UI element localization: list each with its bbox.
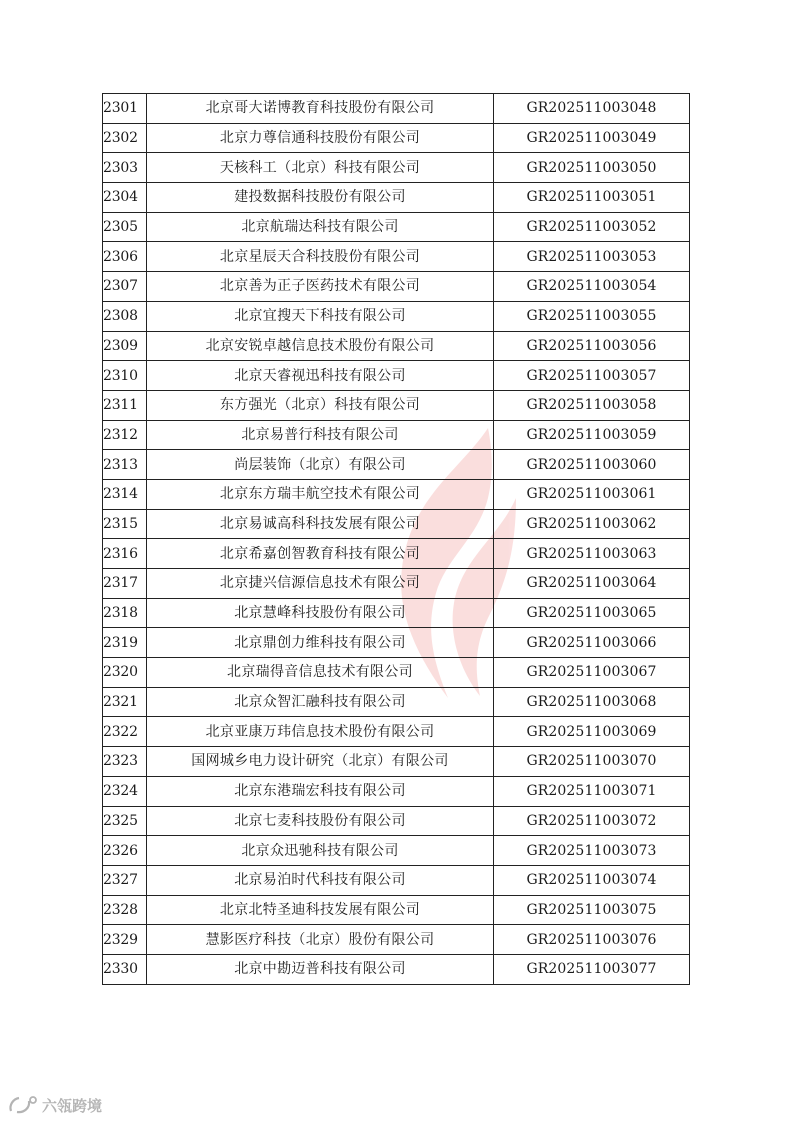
table-row: [103, 747, 690, 777]
row-number: 2302: [103, 123, 147, 153]
row-number: 2325: [103, 806, 147, 836]
row-number: 2310: [103, 361, 147, 391]
row-number: 2319: [103, 628, 147, 658]
company-name: 北京鼎创力维科技有限公司: [147, 628, 494, 658]
company-name: 尚层装饰（北京）有限公司: [147, 450, 494, 480]
table-row: [103, 94, 690, 124]
company-name: 北京安锐卓越信息技术股份有限公司: [147, 331, 494, 361]
table-row: [103, 895, 690, 925]
row-number: 2303: [103, 153, 147, 183]
row-number: 2301: [103, 94, 147, 124]
company-name: 北京捷兴信源信息技术有限公司: [147, 569, 494, 599]
table-row: [103, 539, 690, 569]
row-number: 2330: [103, 954, 147, 984]
company-name: 北京希嘉创智教育科技有限公司: [147, 539, 494, 569]
row-number: 2309: [103, 331, 147, 361]
table-body: [103, 94, 690, 985]
certificate-number: GR202511003063: [494, 539, 690, 569]
table-row: [103, 509, 690, 539]
certificate-number: GR202511003060: [494, 450, 690, 480]
table-row: [103, 836, 690, 866]
certificate-number: GR202511003073: [494, 836, 690, 866]
row-number: 2316: [103, 539, 147, 569]
row-number: 2326: [103, 836, 147, 866]
table-row: [103, 776, 690, 806]
row-number: 2314: [103, 479, 147, 509]
certificate-number: GR202511003074: [494, 865, 690, 895]
company-name: 北京亚康万玮信息技术股份有限公司: [147, 717, 494, 747]
company-name: 北京中勘迈普科技有限公司: [147, 954, 494, 984]
row-number: 2307: [103, 272, 147, 302]
table-row: [103, 658, 690, 688]
company-registry-table: [102, 93, 690, 985]
company-name: 北京善为正子医药技术有限公司: [147, 272, 494, 302]
table-row: [103, 123, 690, 153]
certificate-number: GR202511003066: [494, 628, 690, 658]
table-row: [103, 628, 690, 658]
certificate-number: GR202511003055: [494, 301, 690, 331]
table-row: [103, 479, 690, 509]
company-name: 慧影医疗科技（北京）股份有限公司: [147, 925, 494, 955]
row-number: 2324: [103, 776, 147, 806]
table-row: [103, 865, 690, 895]
table-row: [103, 569, 690, 599]
company-name: 北京哥大诺博教育科技股份有限公司: [147, 94, 494, 124]
company-name: 北京易泊时代科技有限公司: [147, 865, 494, 895]
row-number: 2323: [103, 747, 147, 777]
company-name: 天核科工（北京）科技有限公司: [147, 153, 494, 183]
company-name: 北京易普行科技有限公司: [147, 420, 494, 450]
row-number: 2320: [103, 658, 147, 688]
certificate-number: GR202511003068: [494, 687, 690, 717]
certificate-number: GR202511003048: [494, 94, 690, 124]
table-row: [103, 361, 690, 391]
company-name: 东方强光（北京）科技有限公司: [147, 390, 494, 420]
row-number: 2308: [103, 301, 147, 331]
row-number: 2312: [103, 420, 147, 450]
table-row: [103, 925, 690, 955]
row-number: 2328: [103, 895, 147, 925]
brand-logo-icon: [8, 1095, 38, 1115]
table-row: [103, 954, 690, 984]
row-number: 2306: [103, 242, 147, 272]
certificate-number: GR202511003049: [494, 123, 690, 153]
table-row: [103, 331, 690, 361]
certificate-number: GR202511003062: [494, 509, 690, 539]
certificate-number: GR202511003071: [494, 776, 690, 806]
certificate-number: GR202511003056: [494, 331, 690, 361]
row-number: 2321: [103, 687, 147, 717]
certificate-number: GR202511003057: [494, 361, 690, 391]
table-row: [103, 301, 690, 331]
company-name: 北京易诚高科科技发展有限公司: [147, 509, 494, 539]
certificate-number: GR202511003067: [494, 658, 690, 688]
certificate-number: GR202511003075: [494, 895, 690, 925]
certificate-number: GR202511003051: [494, 183, 690, 213]
company-name: 北京众智汇融科技有限公司: [147, 687, 494, 717]
table-row: [103, 806, 690, 836]
certificate-number: GR202511003076: [494, 925, 690, 955]
certificate-number: GR202511003061: [494, 479, 690, 509]
table-row: [103, 450, 690, 480]
row-number: 2327: [103, 865, 147, 895]
company-name: 建投数据科技股份有限公司: [147, 183, 494, 213]
table-row: [103, 598, 690, 628]
company-name: 北京慧峰科技股份有限公司: [147, 598, 494, 628]
certificate-number: GR202511003072: [494, 806, 690, 836]
footer-watermark: [8, 1094, 102, 1116]
row-number: 2305: [103, 212, 147, 242]
certificate-number: GR202511003065: [494, 598, 690, 628]
table-row: [103, 183, 690, 213]
certificate-number: GR202511003054: [494, 272, 690, 302]
certificate-number: GR202511003059: [494, 420, 690, 450]
certificate-number: GR202511003052: [494, 212, 690, 242]
row-number: 2318: [103, 598, 147, 628]
row-number: 2311: [103, 390, 147, 420]
table-row: [103, 212, 690, 242]
table-row: [103, 420, 690, 450]
certificate-number: GR202511003077: [494, 954, 690, 984]
company-name: 北京瑞得音信息技术有限公司: [147, 658, 494, 688]
company-name: 北京力尊信通科技股份有限公司: [147, 123, 494, 153]
company-name: 北京天睿视迅科技有限公司: [147, 361, 494, 391]
company-name: 北京东港瑞宏科技有限公司: [147, 776, 494, 806]
row-number: 2329: [103, 925, 147, 955]
certificate-number: GR202511003058: [494, 390, 690, 420]
certificate-number: GR202511003050: [494, 153, 690, 183]
company-name: 北京东方瑞丰航空技术有限公司: [147, 479, 494, 509]
table-row: [103, 242, 690, 272]
row-number: 2313: [103, 450, 147, 480]
row-number: 2317: [103, 569, 147, 599]
row-number: 2304: [103, 183, 147, 213]
row-number: 2315: [103, 509, 147, 539]
table-row: [103, 390, 690, 420]
certificate-number: GR202511003069: [494, 717, 690, 747]
table-row: [103, 687, 690, 717]
company-name: 北京宜搜天下科技有限公司: [147, 301, 494, 331]
certificate-number: GR202511003070: [494, 747, 690, 777]
brand-text: 六瓴跨境: [42, 1096, 103, 1115]
certificate-number: GR202511003064: [494, 569, 690, 599]
table-row: [103, 153, 690, 183]
company-name: 北京航瑞达科技有限公司: [147, 212, 494, 242]
company-name: 北京众迅驰科技有限公司: [147, 836, 494, 866]
company-name: 北京七麦科技股份有限公司: [147, 806, 494, 836]
company-name: 国网城乡电力设计研究（北京）有限公司: [147, 747, 494, 777]
company-name: 北京北特圣迪科技发展有限公司: [147, 895, 494, 925]
company-name: 北京星辰天合科技股份有限公司: [147, 242, 494, 272]
table-row: [103, 272, 690, 302]
row-number: 2322: [103, 717, 147, 747]
table-row: [103, 717, 690, 747]
certificate-number: GR202511003053: [494, 242, 690, 272]
